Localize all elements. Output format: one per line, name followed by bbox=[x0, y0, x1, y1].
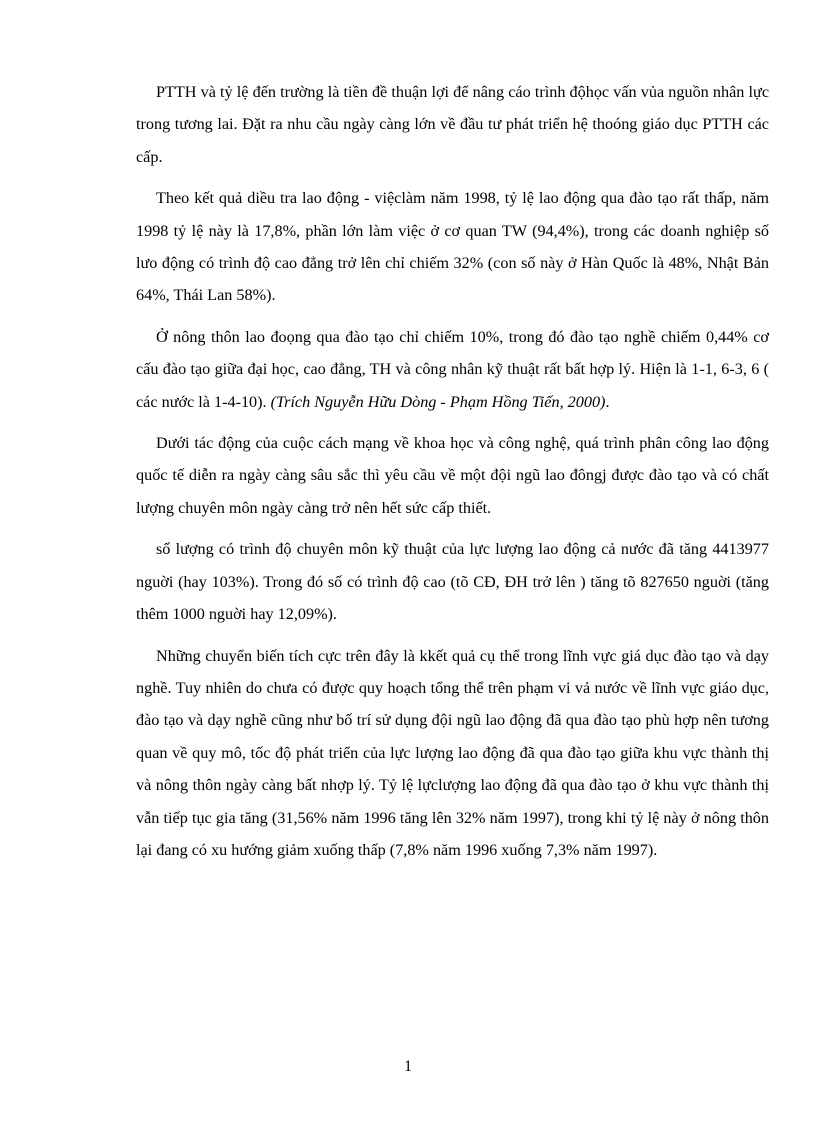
paragraph-4: Dưới tác động của cuộc cách mạng về khoa học và công nghệ, quá trình phân công lao động quốc tế diễn ra ngày càng sâu sắc thì yêu cầu về một đội ngũ lao đôngj được đào tạo và có chất lượng chuyên môn ngày càng trở nên hết sức cấp thiết. bbox=[136, 434, 769, 517]
paragraph-3-text: Ở nông thôn lao đoọng qua đào tạo chỉ chiếm 10%, trong đó đào tạo nghề chiếm 0,44% cơ cấu đào tạo giữa đại học, cao đẳng, TH và công nhân kỹ thuật rất bất hợp lý. Hiện là 1-1, 6-3, 6 ( các nước là 1-4-10). bbox=[136, 327, 769, 411]
paragraph-6: Những chuyển biến tích cực trên đây là kkết quả cụ thể trong lĩnh vực giá dục đào tạo và dạy nghề. Tuy nhiên do chưa có được quy hoạch tổng thể trên phạm vi vả nước về lĩnh vực giáo dục, đào tạo và dạy nghề cũng như bố trí sử dụng đội ngũ lao động đã qua đào tạo phù hợp nên tương quan về quy mô, tốc độ phát triển của lực lượng lao động đã qua đào tạo giữa khu vực thành thị và nông thôn ngày càng bất nhợp lý. Tỷ lệ lựclượng lao động đã qua đào tạo ở khu vực thành thị vẫn tiếp tục gia tăng (31,56% năm 1996 tăng lên 32% năm 1997), trong khi tỷ lệ này ở nông thôn lại đang có xu hướng giảm xuống thấp (7,8% năm 1996 xuống 7,3% năm 1997). bbox=[136, 646, 769, 859]
paragraph-1: PTTH và tỷ lệ đến trường là tiền đề thuận lợi để nâng cáo trình độhọc vấn vủa nguồn nhân lực trong tương lai. Đặt ra nhu cầu ngày càng lớn về đầu tư phát triển hệ thoóng giáo dục PTTH các cấp. bbox=[136, 83, 769, 166]
document-body bbox=[136, 76, 769, 875]
citation: (Trích Nguyễn Hữu Dòng - Phạm Hồng Tiến, 2000) bbox=[270, 392, 606, 411]
page-number: 1 bbox=[404, 1058, 412, 1075]
paragraph-3-end: . bbox=[605, 392, 610, 411]
paragraph-3 bbox=[136, 321, 769, 418]
paragraph-5: số lượng có trình độ chuyên môn kỹ thuật của lực lượng lao động cả nước đã tăng 4413977 nguời (hay 103%). Trong đó số có trình độ cao (tõ CĐ, ĐH trở lên ) tăng tõ 827650 nguời (tăng thêm 1000 nguời hay 12,09%). bbox=[136, 540, 769, 624]
paragraph-2: Theo kết quả diều tra lao động - việclàm năm 1998, tỷ lệ lao động qua đào tạo rất thấp, năm 1998 tỷ lệ này là 17,8%, phần lớn làm việc ở cơ quan TW (94,4%), trong các doanh nghiệp số lưo động có trình độ cao đẳng trở lên chỉ chiếm 32% (con số này ở Hàn Quốc là 48%, Nhật Bản 64%, Thái Lan 58%). bbox=[136, 189, 769, 305]
